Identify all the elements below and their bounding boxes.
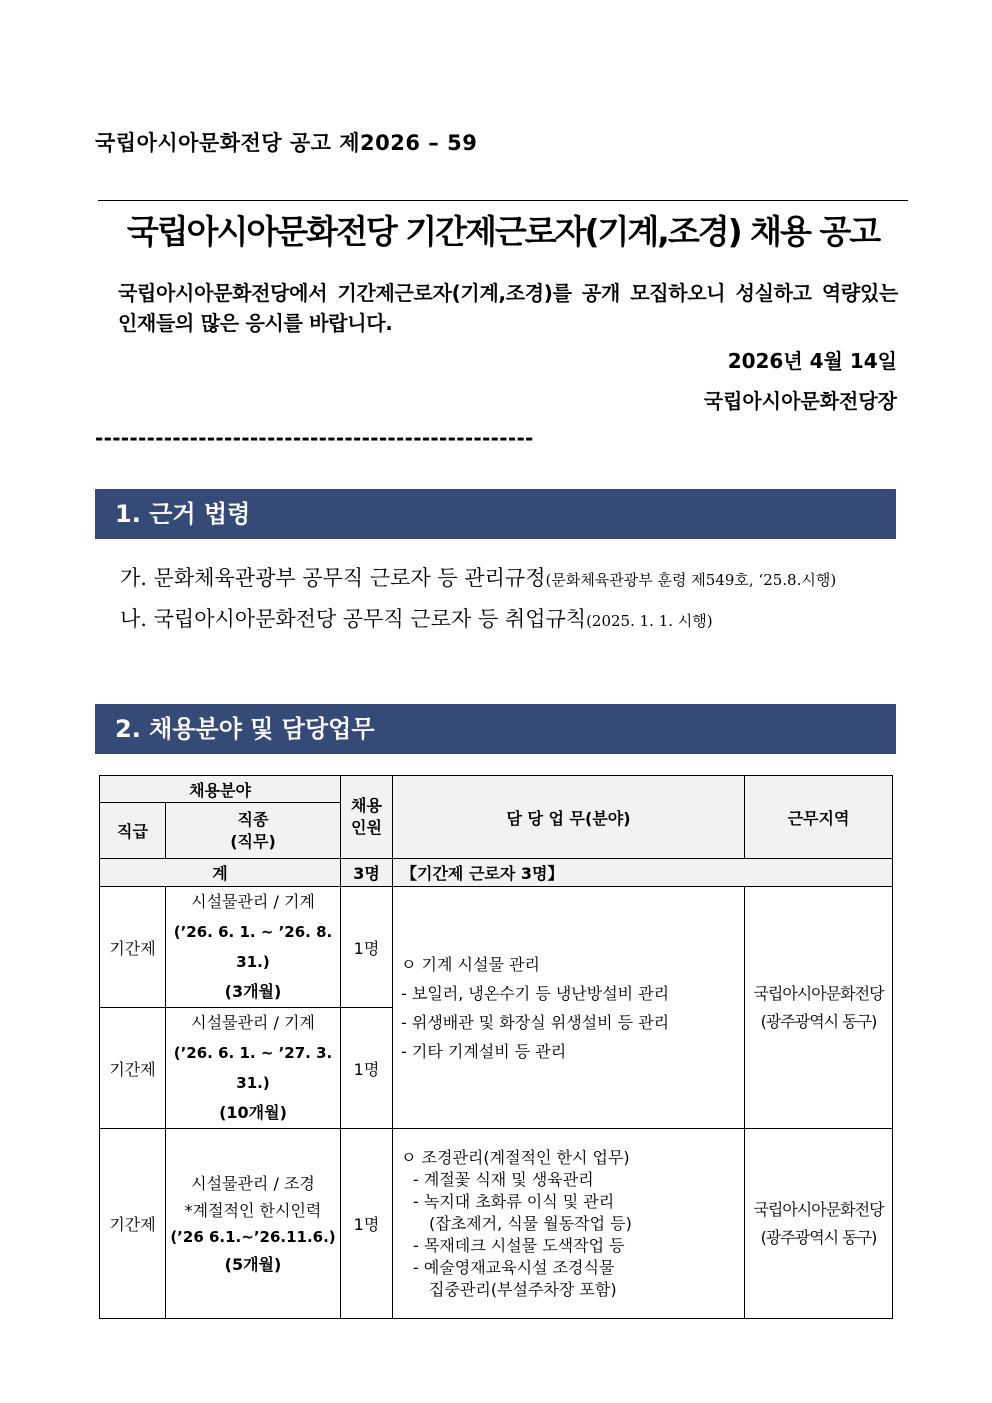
row1-count: 1명 (341, 887, 393, 1008)
law-2-note: (2025. 1. 1. 시행) (586, 612, 713, 630)
land-location-line2: (광주광역시 동구) (760, 1227, 877, 1247)
row3-job (166, 1129, 341, 1319)
header-job-line2: (직무) (230, 831, 276, 851)
title-rule (98, 200, 908, 201)
land-duty-item: - 목재데크 시설물 도색작업 등 (413, 1235, 625, 1255)
header-location: 근무지역 (745, 776, 893, 859)
mech-duty-item: ㅇ 기계 시설물 관리 (401, 954, 540, 974)
row1-grade: 기간제 (100, 887, 166, 1008)
row2-grade: 기간제 (100, 1008, 166, 1129)
section-2-header: 2. 채용분야 및 담당업무 (95, 704, 896, 754)
mech-duty-cell (393, 887, 745, 1129)
intro-paragraph: 국립아시아문화전당에서 기간제근로자(기계,조경)를 공개 모집하오니 성실하고 역량있는 인재들의 많은 응시를 바랍니다. (118, 281, 898, 335)
law-1-note: (문화체육관광부 훈령 제549호, ‘25.8.시행) (545, 571, 837, 589)
mech-location (745, 887, 893, 1129)
row1-job (166, 887, 341, 1008)
notice-date: 2026년 4월 14일 (727, 349, 897, 373)
document-title: 국립아시아문화전당 기간제근로자(기계,조경) 채용 공고 (126, 212, 880, 251)
row1-period: (’26. 6. 1. ~ ’26. 8. 31.) (173, 923, 333, 971)
mech-location-line1: 국립아시아문화전당 (753, 983, 884, 1003)
row1-job-title: 시설물관리 / 기계 (191, 892, 315, 911)
row1-months: (3개월) (224, 982, 282, 1001)
total-count: 3명 (341, 859, 393, 887)
row3-count: 1명 (341, 1129, 393, 1319)
row2-job-title: 시설물관리 / 기계 (191, 1013, 315, 1032)
law-1-label: 가. 문화체육관광부 공무직 근로자 등 관리규정 (120, 566, 546, 590)
notice-number: 국립아시아문화전당 공고 제2026 – 59 (95, 131, 478, 155)
land-duty-item: - 예술영재교육시설 조경식물 (413, 1257, 615, 1277)
row3-job-note: *계절적인 한시인력 (184, 1200, 322, 1220)
total-label: 계 (100, 859, 341, 887)
law-2-label: 나. 국립아시아문화전당 공무직 근로자 등 취업규칙 (120, 607, 587, 631)
land-duty-item: 집중관리(부설주차장 포함) (429, 1279, 617, 1299)
header-count-line2: 인원 (351, 818, 382, 837)
header-job-line1: 직종 (237, 809, 269, 829)
mech-duty-item: - 기타 기계설비 등 관리 (401, 1041, 567, 1061)
section-1-header: 1. 근거 법령 (95, 489, 896, 539)
land-duty-item: - 계절꽃 식재 및 생육관리 (413, 1169, 594, 1189)
mech-duty-item: - 보일러, 냉온수기 등 냉난방설비 관리 (401, 983, 670, 1003)
land-duty-cell (393, 1129, 745, 1319)
header-field: 채용분야 (100, 776, 341, 803)
land-location (745, 1129, 893, 1319)
row3-period: (’26 6.1.~’26.11.6.) (170, 1227, 336, 1246)
row2-period: (’26. 6. 1. ~ ’27. 3. 31.) (173, 1044, 333, 1092)
law-item-1 (120, 562, 836, 592)
row2-count: 1명 (341, 1008, 393, 1129)
issuer-name: 국립아시아문화전당장 (703, 389, 897, 413)
header-count (341, 776, 393, 859)
row3-job-title: 시설물관리 / 조경 (191, 1173, 315, 1193)
land-location-line1: 국립아시아문화전당 (753, 1199, 884, 1219)
land-duty-list (393, 1147, 744, 1301)
dashed-separator: --------------------------------------------------- (95, 426, 534, 450)
header-grade: 직급 (100, 803, 166, 859)
law-item-2 (120, 603, 713, 633)
mech-duty-list (393, 950, 744, 1066)
row2-job (166, 1008, 341, 1129)
recruitment-table (99, 775, 893, 1319)
land-duty-item: (잡초제거, 식물 월동작업 등) (429, 1213, 632, 1233)
mech-location-line2: (광주광역시 동구) (760, 1011, 877, 1031)
row3-months: (5개월) (224, 1254, 282, 1274)
land-duty-item: ㅇ 조경관리(계절적인 한시 업무) (401, 1147, 630, 1167)
header-job (166, 803, 341, 859)
header-duty: 담 당 업 무(분야) (393, 776, 745, 859)
row2-months: (10개월) (219, 1103, 287, 1122)
total-desc: 【기간제 근로자 3명】 (393, 859, 893, 887)
row3-grade: 기간제 (100, 1129, 166, 1319)
header-count-line1: 채용 (351, 796, 382, 815)
mech-duty-item: - 위생배관 및 화장실 위생설비 등 관리 (401, 1012, 670, 1032)
land-duty-item: - 녹지대 초화류 이식 및 관리 (413, 1191, 615, 1211)
